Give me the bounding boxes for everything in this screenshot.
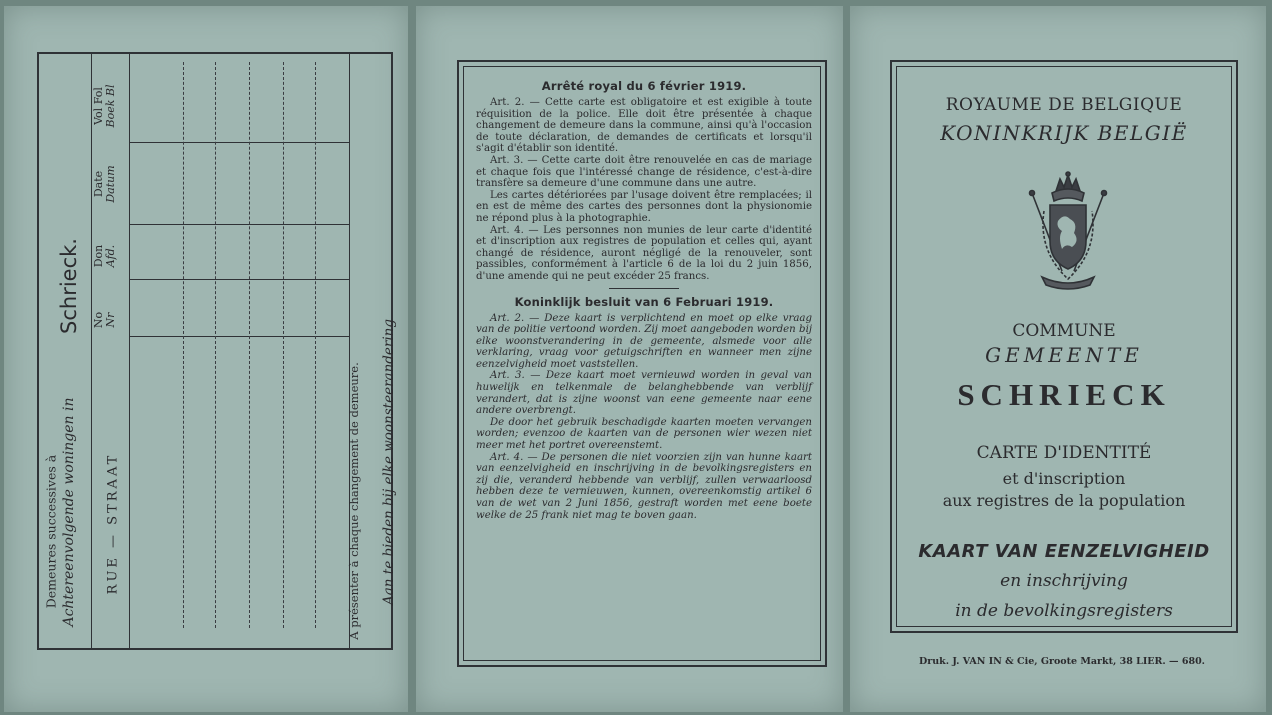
card-title-fr: CARTE D'IDENTITÉ (976, 443, 1152, 463)
card-sub-fr-2: aux registres de la population (942, 491, 1186, 510)
vol-column-header: Vol Fol Boek Bl (92, 84, 117, 128)
nl-article-3-cont: De door het gebruik beschadigde kaarten moeten vervangen worden; evenzoo de kaarten van de personen wier wezen niet meer met het portret overeenstemt. (476, 416, 812, 452)
regulations-frame (457, 60, 827, 667)
commune-fr: COMMUNE (1012, 321, 1116, 341)
printer-imprint: Druk. J. VAN IN & Cie, Groote Markt, 38 LIER. — 680. (918, 656, 1205, 667)
address-ledger (37, 52, 397, 650)
no-column-header: No Nr (92, 311, 117, 329)
heading-fr: Demeures successives à (43, 454, 59, 609)
left-page (4, 6, 408, 712)
date-column-header: Date Datum (92, 165, 117, 203)
street-column-header: RUE — STRAAT (105, 452, 121, 595)
commune-name: SCHRIECK (957, 377, 1171, 412)
don-column-header: Don Afd. (92, 244, 117, 268)
nl-article-4: Art. 4. — De personen die niet voorzien zijn van hunne kaart van eenzelvigheid en inschrijving in de bevolkingsregisters en zij die, veranderd hebbende van verblijf, zullen verwaarloosd hebben deze te vernieuwen, kunnen, overeenkomstig artikel 6 van de wet van 2 Juni 1856, gestraft worden met eene boete welke de 25 frank niet mag te boven gaan. (476, 451, 812, 521)
nl-article-2: Art. 2. — Deze kaart is verplichtend en moet op elke vraag van de politie vertoond worden. Zij moet aangeboden worden bij elke woonstverandering in de gemeente, alsmede voor alle verklaring, vraag voor getuigschriften en wanneer men zijne eenzelvigheid moet vaststellen. (476, 312, 812, 370)
kingdom-fr: ROYAUME DE BELGIQUE (945, 95, 1183, 115)
card-sub-fr-1: et d'inscription (1002, 469, 1126, 488)
fr-article-3-cont: Les cartes détériorées par l'usage doivent être remplacées; il en est de même des cartes des personnes dont la physionomie ne répond plus à la photographie. (476, 189, 812, 224)
cover-frame (890, 60, 1238, 633)
heading-nl: Achtereenvolgende woningen in (61, 397, 77, 627)
belgian-coat-of-arms-icon (1022, 171, 1114, 293)
commune-name-handwritten: Schrieck. (57, 238, 81, 334)
royal-decree-heading-fr: Arrêté royal du 6 février 1919. (541, 79, 747, 93)
right-page-cover (850, 6, 1266, 712)
card-sub-nl-1: en inschrijving (1000, 571, 1128, 591)
footer-fr: A présenter à chaque changement de demeure. (347, 362, 361, 640)
card-title-nl: KAART VAN EENZELVIGHEID (918, 541, 1210, 562)
kingdom-nl: KONINKRIJK BELGIË (940, 121, 1188, 145)
fr-article-4: Art. 4. — Les personnes non munies de leur carte d'identité et d'inscription aux registres de population et celles qui, ayant changé de résidence, auront négligé de la renouveler, sont passibles, conformément à l'article 6 de la loi du 2 juin 1856, d'une amende qui ne peut excéder 25 francs. (476, 224, 812, 282)
card-sub-nl-2: in de bevolkingsregisters (955, 601, 1173, 621)
royal-decree-heading-nl: Koninklijk besluit van 6 Februari 1919. (514, 294, 774, 309)
fr-article-2: Art. 2. — Cette carte est obligatoire et est exigible à toute réquisition de la police. Elle doit être présentée à chaque changement de demeure dans la commune, ainsi qu'à l'occasion de toute déclaration, de demandes de certificats et lorsqu'il s'agit d'établir son identité. (476, 97, 812, 155)
fr-article-3: Art. 3. — Cette carte doit être renouvelée en cas de mariage et chaque fois que l'intéressé change de résidence, c'est-à-dire transfère sa demeure d'une commune dans une autre. (476, 154, 812, 190)
separator (609, 288, 679, 289)
commune-nl: GEMEENTE (985, 343, 1143, 367)
nl-article-3: Art. 3. — Deze kaart moet vernieuwd worden in geval van huwelijk en telkenmale de belanghebbende van verblijf verandert, dat is zijne woonst van eene gemeente naar eene andere overbrengt. (476, 370, 812, 417)
middle-page (416, 6, 843, 712)
footer-nl: Aan te bieden bij elke woonsteerandering (381, 318, 397, 606)
